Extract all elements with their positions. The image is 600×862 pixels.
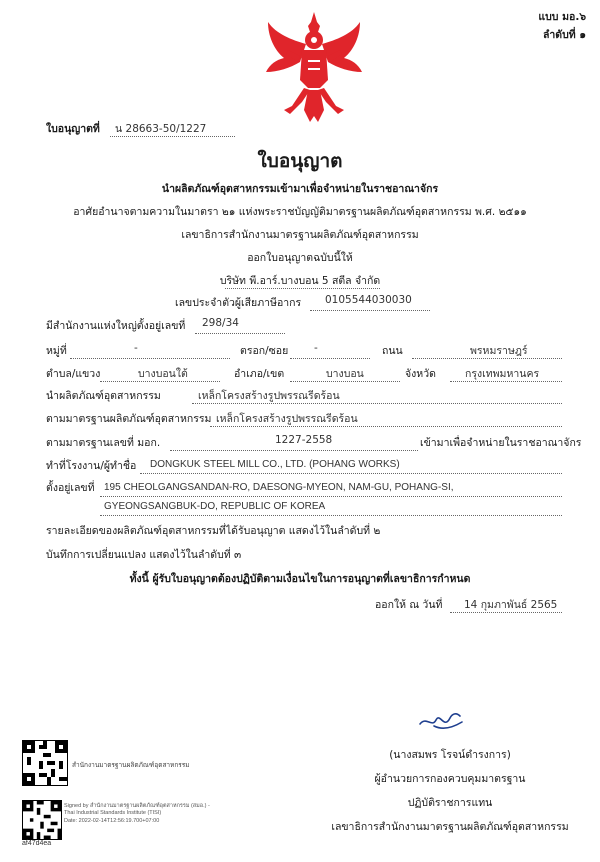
date-label: ออกให้ ณ วันที่ [375,599,443,611]
road-value: พรหมราษฎร์ [470,345,528,357]
signatory-position2: ปฏิบัติราชการแทน [407,797,493,809]
soi-value: - [314,342,318,354]
tis-label: ตามมาตรฐานเลขที่ มอก. [46,437,161,449]
amphoe-label: อำเภอ/เขต [234,368,285,380]
signed-date: Date: 2022-02-14T12:56:19.700+07:00 [64,818,160,824]
issue-line: ออกใบอนุญาตฉบับนี้ให้ [247,252,353,264]
detail-line: รายละเอียดของผลิตภัณฑ์อุตสาหกรรมที่ได้รับอนุญาต แสดงไว้ในลำดับที่ ๒ [46,525,381,537]
license-label: ใบอนุญาตที่ [46,123,100,135]
tambon-label: ตำบล/แขวง [46,368,101,380]
location-label: ตั้งอยู่เลขที่ [46,482,95,494]
province-label: จังหวัด [405,368,436,380]
moo-value: - [134,342,138,354]
authority-line: อาศัยอำนาจตามความในมาตรา ๒๑ แห่งพระราชบัญญัติมาตรฐานผลิตภัณฑ์อุตสาหกรรม พ.ศ. ๒๕๑๑ [73,206,527,218]
standard-label: ตามมาตรฐานผลิตภัณฑ์อุตสาหกรรม [46,413,212,425]
location-line2: GYEONGSANGBUK-DO, REPUBLIC OF KOREA [104,501,326,512]
factory-label: ทำที่โรงงาน/ผู้ทำชื่อ [46,460,137,472]
signatory-position1: ผู้อำนวยการกองควบคุมมาตรฐาน [374,773,526,785]
form-code: แบบ มอ.๖ [538,11,586,23]
date-value: 14 กุมภาพันธ์ 2565 [464,599,558,611]
province-value: กรุงเทพมหานคร [465,368,540,380]
license-number: น 28663-50/1227 [115,123,207,135]
tis-value: 1227-2558 [275,434,333,446]
moo-label: หมู่ที่ [46,345,67,357]
product-value: เหล็กโครงสร้างรูปพรรณรีดร้อน [198,390,340,402]
signature [416,706,466,736]
standard-value: เหล็กโครงสร้างรูปพรรณรีดร้อน [216,413,358,425]
form-order: ลำดับที่ ๑ [542,29,586,41]
factory-value: DONGKUK STEEL MILL CO., LTD. (POHANG WORKS) [150,459,400,470]
signatory-position3: เลขาธิการสำนักงานมาตรฐานผลิตภัณฑ์อุตสาหกรรม [331,821,569,833]
amphoe-value: บางบอน [326,368,364,380]
soi-label: ตรอก/ซอย [240,345,289,357]
verification-qr-icon[interactable] [22,800,62,840]
location-line1: 195 CHEOLGANGSANDAN-RO, DAESONG-MYEON, NAM-GU, POHANG-SI, [104,482,454,493]
condition-line: ทั้งนี้ ผู้รับใบอนุญาตต้องปฏิบัติตามเงื่อนไขในการอนุญาตที่เลขาธิการกำหนด [129,573,471,585]
subtitle: นำผลิตภัณฑ์อุตสาหกรรมเข้ามาเพื่อจำหน่ายในราชอาณาจักร [161,183,439,195]
tis-suffix: เข้ามาเพื่อจำหน่ายในราชอาณาจักร [420,437,582,449]
hq-label: มีสำนักงานแห่งใหญ่ตั้งอยู่เลขที่ [46,320,186,332]
tambon-value: บางบอนใต้ [138,368,188,380]
tax-value: 0105544030030 [325,294,412,306]
road-label: ถนน [382,345,403,357]
changes-line: บันทึกการเปลี่ยนแปลง แสดงไว้ในลำดับที่ ๓ [46,549,242,561]
secretary-line: เลขาธิการสำนักงานมาตรฐานผลิตภัณฑ์อุตสาหกรรม [181,229,419,241]
signatory-name: (นางสมพร โรจน์ดำรงการ) [389,749,511,761]
signed-by: Signed by สำนักงานมาตรฐานผลิตภัณฑ์อุตสาหกรรม (สมอ.) - [64,803,210,809]
doc-code: af47d4ea [22,840,52,847]
company-name: บริษัท พี.อาร์.บางบอน 5 สตีล จำกัด [219,275,381,287]
product-label: นำผลิตภัณฑ์อุตสาหกรรม [46,390,161,402]
tax-label: เลขประจำตัวผู้เสียภาษีอากร [175,297,302,309]
hq-value: 298/34 [202,317,239,329]
garuda-emblem-icon [262,10,366,126]
page-title: ใบอนุญาต [257,150,343,172]
qr-caption: สำนักงานมาตรฐานผลิตภัณฑ์อุตสาหกรรม [72,761,190,769]
signed-org: Thai Industrial Standards Institute (TISI) [64,810,162,816]
qr-code-icon[interactable] [22,740,68,786]
